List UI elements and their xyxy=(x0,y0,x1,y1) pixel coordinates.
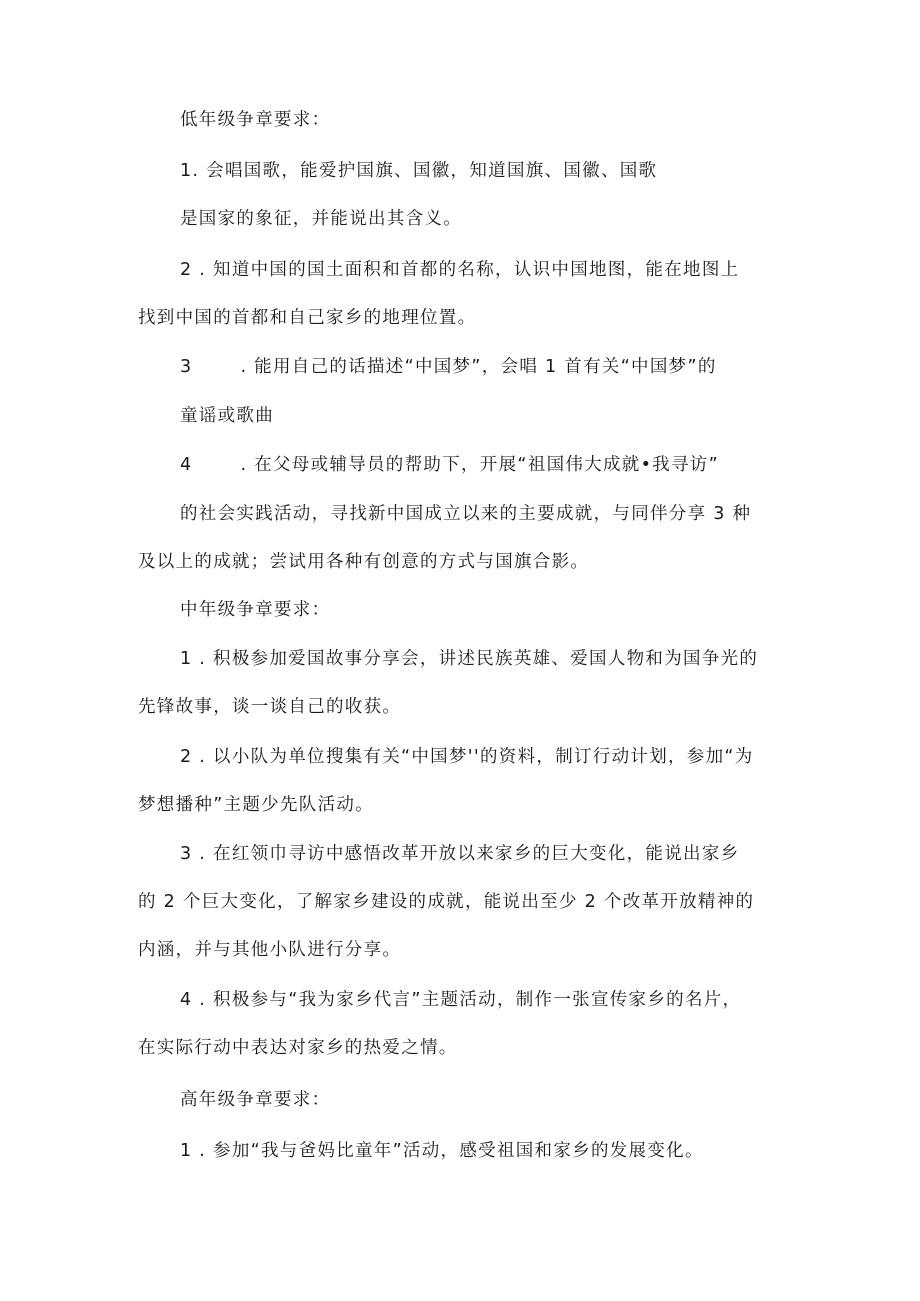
lower-item-1-line-2: 是国家的象征，并能说出其含义。 xyxy=(180,209,462,229)
heading-upper-grade: 高年级争章要求： xyxy=(180,1090,331,1110)
heading-lower-grade: 低年级争章要求： xyxy=(180,110,331,130)
lower-item-3-line-1: 3 . 能用自己的话描述“中国梦”，会唱 1 首有关“中国梦”的 xyxy=(180,357,717,377)
middle-item-2-line-1: 2 . 以小队为单位搜集有关“中国梦''的资料，制订行动计划，参加“为 xyxy=(180,747,754,767)
middle-item-4-line-2: 在实际行动中表达对家乡的热爱之情。 xyxy=(138,1038,458,1058)
lower-item-1-line-1: 1. 会唱国歌，能爱护国旗、国徽，知道国旗、国徽、国歌 xyxy=(180,161,658,181)
middle-item-2-line-2: 梦想播种”主题少先队活动。 xyxy=(138,795,374,815)
lower-item-2-line-1: 2 . 知道中国的国土面积和首都的名称，认识中国地图，能在地图上 xyxy=(180,260,740,280)
middle-item-1-line-2: 先锋故事，谈一谈自己的收获。 xyxy=(138,697,402,717)
middle-item-4-line-1: 4 . 积极参与“我为家乡代言”主题活动，制作一张宣传家乡的名片， xyxy=(180,990,742,1010)
lower-item-4-line-1: 4 . 在父母或辅导员的帮助下，开展“祖国伟大成就•我寻访” xyxy=(180,455,719,475)
lower-item-2-line-2: 找到中国的首都和自己家乡的地理位置。 xyxy=(138,308,477,328)
upper-item-1-line-1: 1 . 参加“我与爸妈比童年”活动，感受祖国和家乡的发展变化。 xyxy=(180,1141,704,1161)
middle-item-3-line-2: 的 2 个巨大变化，了解家乡建设的成就，能说出至少 2 个改革开放精神的 xyxy=(138,892,755,912)
middle-item-3-line-1: 3 . 在红领巾寻访中感悟改革开放以来家乡的巨大变化，能说出家乡 xyxy=(180,844,740,864)
lower-item-4-line-3: 及以上的成就；尝试用各种有创意的方式与国旗合影。 xyxy=(138,552,590,572)
lower-item-3-line-2: 童谣或歌曲 xyxy=(180,406,274,426)
lower-item-4-line-2: 的社会实践活动，寻找新中国成立以来的主要成就，与同伴分享 3 种 xyxy=(180,504,752,524)
middle-item-1-line-1: 1 . 积极参加爱国故事分享会，讲述民族英雄、爱国人物和为国争光的 xyxy=(180,649,759,669)
middle-item-3-line-3: 内涵，并与其他小队进行分享。 xyxy=(138,940,402,960)
heading-middle-grade: 中年级争章要求： xyxy=(180,600,331,620)
